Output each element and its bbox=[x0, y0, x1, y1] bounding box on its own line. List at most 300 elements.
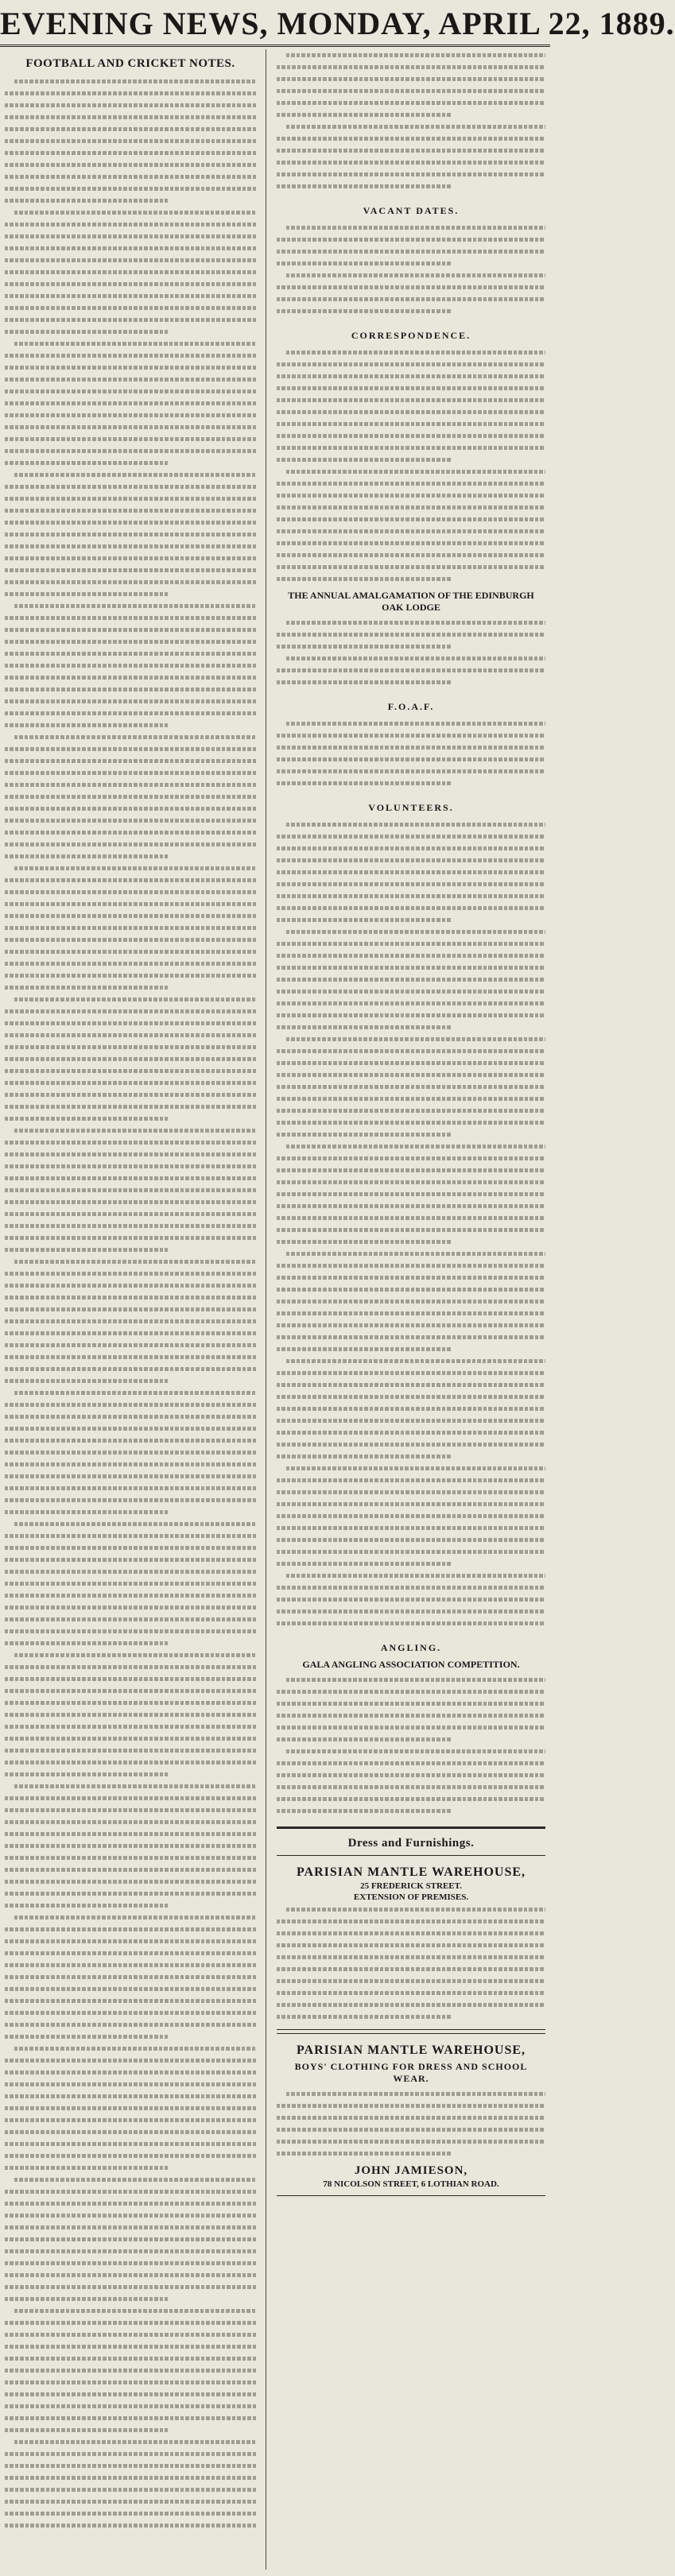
section-rule bbox=[277, 1826, 545, 1829]
text-line bbox=[277, 1319, 545, 1331]
text-line bbox=[277, 742, 545, 753]
text-line bbox=[277, 133, 545, 145]
text-line bbox=[277, 418, 545, 430]
text-line bbox=[277, 962, 545, 974]
text-line bbox=[5, 2448, 256, 2460]
text-line bbox=[5, 2400, 256, 2412]
text-line bbox=[277, 1224, 545, 1236]
text-line bbox=[5, 2233, 256, 2245]
text-line bbox=[5, 2412, 256, 2424]
text-line bbox=[5, 1160, 256, 1172]
text-line bbox=[5, 195, 256, 207]
text-line bbox=[5, 910, 256, 922]
text-line bbox=[5, 660, 256, 672]
text-line bbox=[5, 1029, 256, 1041]
text-line bbox=[5, 2496, 256, 2508]
text-line bbox=[5, 1494, 256, 1506]
text-line bbox=[277, 442, 545, 454]
text-line bbox=[5, 1518, 256, 1530]
text-line bbox=[5, 1709, 256, 1721]
text-line bbox=[277, 1176, 545, 1188]
text-line bbox=[5, 529, 256, 540]
text-line bbox=[5, 397, 256, 409]
text-line bbox=[5, 970, 256, 982]
text-line bbox=[277, 2148, 545, 2160]
text-line bbox=[5, 1900, 256, 1912]
left-column bbox=[0, 49, 262, 2570]
text-line bbox=[277, 1916, 545, 1927]
text-line bbox=[5, 1625, 256, 1637]
text-line bbox=[277, 1343, 545, 1355]
text-line bbox=[277, 1733, 545, 1745]
text-line bbox=[5, 1184, 256, 1196]
text-line bbox=[277, 454, 545, 466]
text-line bbox=[5, 1292, 256, 1303]
text-line bbox=[277, 1606, 545, 1617]
text-line bbox=[5, 2484, 256, 2496]
text-line bbox=[5, 493, 256, 505]
text-line bbox=[5, 2460, 256, 2472]
text-line bbox=[277, 629, 545, 641]
text-line bbox=[5, 1327, 256, 1339]
text-line bbox=[5, 1470, 256, 1482]
text-line bbox=[5, 934, 256, 946]
opening-article-body bbox=[277, 49, 545, 192]
text-line bbox=[5, 1864, 256, 1876]
text-line bbox=[5, 1828, 256, 1840]
text-line bbox=[277, 246, 545, 258]
text-line bbox=[5, 564, 256, 576]
text-line bbox=[5, 1411, 256, 1423]
text-line bbox=[277, 525, 545, 537]
text-line bbox=[277, 1141, 545, 1152]
text-line bbox=[277, 180, 545, 192]
text-line bbox=[277, 902, 545, 914]
dress-furnishings-heading: Dress and Furnishings. bbox=[347, 1837, 475, 1850]
text-line bbox=[5, 1590, 256, 1602]
text-line bbox=[277, 1069, 545, 1081]
text-line bbox=[5, 505, 256, 517]
text-line bbox=[5, 1137, 256, 1149]
text-line bbox=[5, 445, 256, 457]
text-line bbox=[5, 2508, 256, 2520]
text-line bbox=[5, 481, 256, 493]
text-line bbox=[5, 1125, 256, 1137]
ad-body bbox=[277, 1904, 545, 2023]
ad2-body bbox=[277, 2088, 545, 2160]
text-line bbox=[5, 1375, 256, 1387]
text-line bbox=[277, 1152, 545, 1164]
text-line bbox=[5, 2090, 256, 2102]
text-line bbox=[277, 938, 545, 950]
text-line bbox=[277, 1236, 545, 1248]
text-line bbox=[5, 1840, 256, 1852]
text-line bbox=[277, 1904, 545, 1916]
text-line bbox=[5, 898, 256, 910]
text-line bbox=[277, 1451, 545, 1462]
text-line bbox=[277, 753, 545, 765]
text-line bbox=[277, 358, 545, 370]
text-line bbox=[5, 922, 256, 934]
text-line bbox=[5, 1768, 256, 1780]
text-line bbox=[277, 1105, 545, 1117]
text-line bbox=[277, 1939, 545, 1951]
text-line bbox=[5, 850, 256, 862]
text-line bbox=[277, 1793, 545, 1805]
text-line bbox=[5, 517, 256, 529]
text-line bbox=[277, 1963, 545, 1975]
text-line bbox=[277, 1674, 545, 1686]
parisian-mantle-ad bbox=[277, 1855, 545, 2030]
text-line bbox=[5, 1792, 256, 1804]
text-line bbox=[5, 1447, 256, 1458]
text-line bbox=[5, 1017, 256, 1029]
text-line bbox=[5, 719, 256, 731]
text-line bbox=[277, 1045, 545, 1057]
text-line bbox=[277, 1710, 545, 1722]
text-line bbox=[277, 466, 545, 478]
vacant-dates-heading: VACANT DATES. bbox=[363, 205, 460, 216]
text-line bbox=[5, 874, 256, 886]
text-line bbox=[5, 815, 256, 827]
text-line bbox=[5, 2424, 256, 2436]
text-line bbox=[5, 1077, 256, 1089]
text-line bbox=[5, 1852, 256, 1864]
text-line bbox=[5, 576, 256, 588]
text-line bbox=[277, 2112, 545, 2124]
text-line bbox=[5, 1113, 256, 1125]
text-line bbox=[277, 1307, 545, 1319]
text-line bbox=[277, 258, 545, 269]
text-line bbox=[277, 293, 545, 305]
text-line bbox=[5, 731, 256, 743]
ad2-proprietor: JOHN JAMIESON, bbox=[354, 2164, 468, 2177]
text-line bbox=[277, 890, 545, 902]
text-line bbox=[5, 2043, 256, 2055]
text-line bbox=[5, 1303, 256, 1315]
text-line bbox=[277, 1200, 545, 1212]
text-line bbox=[277, 926, 545, 938]
text-line bbox=[5, 1923, 256, 1935]
text-line bbox=[5, 2245, 256, 2257]
text-line bbox=[5, 2377, 256, 2388]
text-line bbox=[277, 950, 545, 962]
text-line bbox=[5, 779, 256, 791]
text-line bbox=[5, 2114, 256, 2126]
text-line bbox=[277, 641, 545, 653]
text-line bbox=[277, 1999, 545, 2011]
text-line bbox=[277, 121, 545, 133]
text-line bbox=[277, 765, 545, 777]
ad2-caps: BOYS' CLOTHING FOR DRESS AND SCHOOL WEAR. bbox=[294, 2061, 528, 2084]
text-line bbox=[277, 1474, 545, 1486]
text-line bbox=[5, 2341, 256, 2353]
text-line bbox=[5, 1005, 256, 1017]
text-line bbox=[5, 2436, 256, 2448]
text-line bbox=[277, 1093, 545, 1105]
text-line bbox=[277, 1272, 545, 1284]
text-line bbox=[277, 2011, 545, 2023]
text-line bbox=[5, 2317, 256, 2329]
text-line bbox=[277, 1415, 545, 1427]
text-line bbox=[5, 588, 256, 600]
text-line bbox=[277, 49, 545, 61]
text-line bbox=[5, 2007, 256, 2019]
text-line bbox=[277, 85, 545, 97]
text-line bbox=[277, 819, 545, 831]
correspondence-heading: CORRESPONDENCE. bbox=[351, 330, 471, 341]
text-line bbox=[277, 394, 545, 406]
text-line bbox=[277, 2100, 545, 2112]
text-line bbox=[5, 171, 256, 183]
text-line bbox=[277, 1367, 545, 1379]
text-line bbox=[277, 1558, 545, 1570]
text-line bbox=[277, 1686, 545, 1698]
foaf-body bbox=[277, 718, 545, 789]
text-line bbox=[277, 1296, 545, 1307]
text-line bbox=[5, 1196, 256, 1208]
text-line bbox=[277, 1722, 545, 1733]
masthead-title: EVENING NEWS, MONDAY, APRIL 22, 1889. bbox=[0, 6, 675, 41]
text-line bbox=[5, 1578, 256, 1590]
text-line bbox=[277, 878, 545, 890]
text-line bbox=[277, 1331, 545, 1343]
text-line bbox=[5, 1399, 256, 1411]
text-line bbox=[5, 2162, 256, 2174]
text-line bbox=[5, 2257, 256, 2269]
lodge-notice-heading: THE ANNUAL AMALGAMATION OF THE EDINBURGH OAK LODGE bbox=[288, 590, 534, 613]
text-line bbox=[277, 1284, 545, 1296]
text-line bbox=[277, 234, 545, 246]
text-line bbox=[277, 370, 545, 382]
text-line bbox=[5, 99, 256, 111]
text-line bbox=[277, 1188, 545, 1200]
text-line bbox=[277, 1769, 545, 1781]
text-line bbox=[5, 1351, 256, 1363]
text-line bbox=[277, 2136, 545, 2148]
text-line bbox=[277, 169, 545, 180]
text-line bbox=[277, 866, 545, 878]
text-line bbox=[5, 1244, 256, 1256]
text-line bbox=[277, 1355, 545, 1367]
text-line bbox=[5, 1065, 256, 1077]
text-line bbox=[5, 1232, 256, 1244]
text-line bbox=[5, 994, 256, 1005]
text-line bbox=[277, 1522, 545, 1534]
text-line bbox=[277, 1260, 545, 1272]
text-line bbox=[5, 743, 256, 755]
text-line bbox=[5, 457, 256, 469]
text-line bbox=[277, 281, 545, 293]
text-line bbox=[5, 946, 256, 958]
text-line bbox=[5, 1256, 256, 1268]
text-line bbox=[277, 97, 545, 109]
text-line bbox=[5, 2472, 256, 2484]
text-line bbox=[5, 1220, 256, 1232]
text-line bbox=[5, 111, 256, 123]
text-line bbox=[5, 302, 256, 314]
text-line bbox=[5, 1041, 256, 1053]
text-line bbox=[277, 1805, 545, 1817]
text-line bbox=[5, 540, 256, 552]
text-line bbox=[5, 2138, 256, 2150]
text-line bbox=[277, 1033, 545, 1045]
text-line bbox=[277, 406, 545, 418]
text-line bbox=[5, 1554, 256, 1566]
text-line bbox=[5, 350, 256, 362]
ad-address: 25 FREDERICK STREET. bbox=[360, 1881, 462, 1891]
text-line bbox=[5, 2353, 256, 2365]
text-line bbox=[277, 1427, 545, 1439]
text-line bbox=[5, 1935, 256, 1947]
text-line bbox=[5, 2520, 256, 2531]
text-line bbox=[277, 1439, 545, 1451]
text-line bbox=[277, 653, 545, 664]
text-line bbox=[5, 2126, 256, 2138]
text-line bbox=[5, 2174, 256, 2186]
text-line bbox=[277, 382, 545, 394]
text-line bbox=[5, 362, 256, 374]
ad-note: EXTENSION OF PREMISES. bbox=[353, 1892, 469, 1902]
text-line bbox=[277, 1745, 545, 1757]
text-line bbox=[5, 1506, 256, 1518]
text-line bbox=[5, 552, 256, 564]
boys-clothing-ad bbox=[277, 2033, 545, 2196]
text-line bbox=[277, 73, 545, 85]
text-line bbox=[277, 1534, 545, 1546]
text-line bbox=[5, 1530, 256, 1542]
text-line bbox=[5, 1959, 256, 1971]
text-line bbox=[277, 1987, 545, 1999]
lodge-notice-body bbox=[277, 617, 545, 688]
text-line bbox=[277, 1951, 545, 1963]
text-line bbox=[5, 827, 256, 839]
text-line bbox=[277, 997, 545, 1009]
text-line bbox=[5, 1363, 256, 1375]
text-line bbox=[5, 2329, 256, 2341]
text-line bbox=[5, 385, 256, 397]
text-line bbox=[277, 617, 545, 629]
correspondence-body bbox=[277, 347, 545, 585]
text-line bbox=[277, 222, 545, 234]
text-line bbox=[5, 612, 256, 624]
text-line bbox=[5, 2031, 256, 2043]
text-line bbox=[5, 278, 256, 290]
volunteers-body bbox=[277, 819, 545, 1629]
text-line bbox=[5, 1745, 256, 1757]
text-line bbox=[5, 2210, 256, 2222]
text-line bbox=[5, 791, 256, 803]
text-line bbox=[5, 1089, 256, 1101]
text-line bbox=[5, 1482, 256, 1494]
text-line bbox=[5, 2305, 256, 2317]
text-line bbox=[5, 648, 256, 660]
text-line bbox=[277, 1117, 545, 1129]
text-line bbox=[277, 1462, 545, 1474]
text-line bbox=[5, 1387, 256, 1399]
text-line bbox=[5, 2055, 256, 2067]
football-cricket-heading: FOOTBALL AND CRICKET NOTES. bbox=[25, 57, 235, 70]
text-line bbox=[5, 76, 256, 87]
text-line bbox=[277, 854, 545, 866]
text-line bbox=[5, 123, 256, 135]
text-line bbox=[5, 421, 256, 433]
text-line bbox=[277, 1403, 545, 1415]
text-line bbox=[277, 974, 545, 986]
text-line bbox=[277, 1057, 545, 1069]
text-line bbox=[5, 958, 256, 970]
text-line bbox=[5, 767, 256, 779]
text-line bbox=[277, 1009, 545, 1021]
text-line bbox=[277, 109, 545, 121]
text-line bbox=[5, 2150, 256, 2162]
text-line bbox=[5, 2198, 256, 2210]
text-line bbox=[5, 254, 256, 266]
text-line bbox=[5, 1995, 256, 2007]
text-line bbox=[5, 2365, 256, 2377]
text-line bbox=[277, 831, 545, 843]
text-line bbox=[5, 1804, 256, 1816]
text-line bbox=[277, 2124, 545, 2136]
text-line bbox=[5, 1208, 256, 1220]
text-line bbox=[5, 1685, 256, 1697]
text-line bbox=[277, 664, 545, 676]
text-line bbox=[5, 624, 256, 636]
text-line bbox=[277, 730, 545, 742]
text-line bbox=[5, 1757, 256, 1768]
text-line bbox=[277, 549, 545, 561]
text-line bbox=[5, 2019, 256, 2031]
text-line bbox=[277, 1570, 545, 1582]
text-line bbox=[277, 1248, 545, 1260]
text-line bbox=[5, 207, 256, 219]
text-line bbox=[277, 1486, 545, 1498]
text-line bbox=[5, 839, 256, 850]
text-line bbox=[5, 219, 256, 230]
text-line bbox=[5, 1721, 256, 1733]
text-line bbox=[277, 561, 545, 573]
text-line bbox=[5, 1602, 256, 1613]
text-line bbox=[5, 1780, 256, 1792]
text-line bbox=[5, 1542, 256, 1554]
text-line bbox=[5, 1613, 256, 1625]
text-line bbox=[5, 433, 256, 445]
ad-title: PARISIAN MANTLE WAREHOUSE, bbox=[296, 1865, 526, 1879]
text-line bbox=[277, 1975, 545, 1987]
text-line bbox=[5, 803, 256, 815]
text-line bbox=[277, 1379, 545, 1391]
text-line bbox=[277, 1510, 545, 1522]
text-line bbox=[5, 1661, 256, 1673]
text-line bbox=[5, 2186, 256, 2198]
text-line bbox=[5, 87, 256, 99]
text-line bbox=[5, 1637, 256, 1649]
text-line bbox=[5, 326, 256, 338]
right-column bbox=[269, 49, 550, 2570]
text-line bbox=[277, 1164, 545, 1176]
text-line bbox=[277, 1081, 545, 1093]
text-line bbox=[5, 755, 256, 767]
text-line bbox=[277, 1757, 545, 1769]
text-line bbox=[5, 135, 256, 147]
text-line bbox=[5, 1912, 256, 1923]
text-line bbox=[5, 1172, 256, 1184]
text-line bbox=[277, 676, 545, 688]
text-line bbox=[5, 600, 256, 612]
football-article-body bbox=[5, 76, 256, 2531]
text-line bbox=[5, 1458, 256, 1470]
text-line bbox=[277, 1582, 545, 1594]
